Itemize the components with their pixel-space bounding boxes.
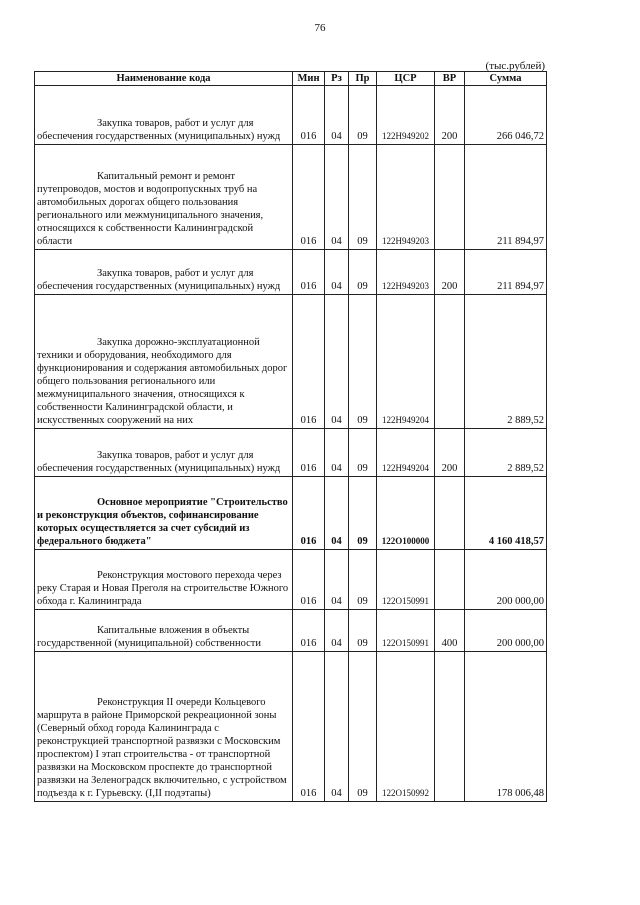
row-pr: 09 (349, 86, 377, 145)
row-pr: 09 (349, 550, 377, 610)
row-sum: 266 046,72 (465, 86, 547, 145)
table-row (35, 295, 547, 429)
row-csr: 122O150992 (377, 652, 435, 802)
row-min: 016 (293, 145, 325, 250)
row-vr (435, 145, 465, 250)
table-row (35, 86, 547, 145)
row-name: Закупка товаров, работ и услуг для обеспечения государственных (муниципальных) нужд (37, 450, 281, 474)
unit-note: (тыс.рублей) (485, 60, 545, 72)
row-sum: 4 160 418,57 (465, 477, 547, 550)
header-csr: ЦСР (377, 72, 435, 86)
row-pr: 09 (349, 429, 377, 477)
row-rz: 04 (325, 145, 349, 250)
page-number: 76 (314, 22, 326, 34)
row-rz: 04 (325, 295, 349, 429)
row-pr: 09 (349, 652, 377, 802)
row-name: Реконструкция II очереди Кольцевого маршрута в районе Приморской рекреационной зоны (Северный обход города Калининграда с реконструкцией транспортной развязки с Московским проспектом) I этап строительства - от транспортной развязки на Московском проспекте до транспортной развязки на Зеленоградск включительно, с устройством подъезда к г. Гурьевску. (I,II подэтапы) (37, 697, 287, 799)
table-row (35, 652, 547, 802)
row-min: 016 (293, 550, 325, 610)
row-min: 016 (293, 477, 325, 550)
row-min: 016 (293, 610, 325, 652)
row-rz: 04 (325, 429, 349, 477)
row-csr: 122H949203 (377, 145, 435, 250)
row-pr: 09 (349, 477, 377, 550)
row-name: Закупка товаров, работ и услуг для обеспечения государственных (муниципальных) нужд (37, 268, 281, 292)
table-row (35, 429, 547, 477)
row-min: 016 (293, 86, 325, 145)
row-vr (435, 652, 465, 802)
header-row (35, 72, 547, 86)
row-vr: 200 (435, 429, 465, 477)
row-csr: 122O150991 (377, 550, 435, 610)
row-pr: 09 (349, 610, 377, 652)
row-pr: 09 (349, 250, 377, 295)
row-csr: 122H949204 (377, 295, 435, 429)
table-row (35, 145, 547, 250)
table-row (35, 550, 547, 610)
row-csr: 122O150991 (377, 610, 435, 652)
row-vr (435, 477, 465, 550)
row-name: Капитальный ремонт и ремонт путепроводов, мостов и водопропускных труб на автомобильных дорогах общего пользования регионального или межмуниципального значения, относящихся к собственности Калининградской области (37, 171, 264, 247)
row-name: Основное мероприятие "Строительство и реконструкция объектов, софинансирование которых осуществляется за счет субсидий из федерального бюджета" (37, 497, 288, 547)
row-name: Капитальные вложения в объекты государственной (муниципальной) собственности (37, 625, 262, 649)
header-rz: Рз (325, 72, 349, 86)
row-min: 016 (293, 250, 325, 295)
row-min: 016 (293, 295, 325, 429)
row-rz: 04 (325, 250, 349, 295)
table-row-main-activity (35, 477, 547, 550)
row-pr: 09 (349, 145, 377, 250)
row-vr: 200 (435, 250, 465, 295)
row-name: Закупка товаров, работ и услуг для обеспечения государственных (муниципальных) нужд (37, 118, 281, 142)
row-sum: 211 894,97 (465, 250, 547, 295)
table-row (35, 250, 547, 295)
header-sum: Сумма (465, 72, 547, 86)
row-sum: 200 000,00 (465, 550, 547, 610)
row-rz: 04 (325, 610, 349, 652)
row-rz: 04 (325, 477, 349, 550)
row-csr: 122H949203 (377, 250, 435, 295)
row-name: Реконструкция мостового перехода через реку Старая и Новая Преголя на строительстве Южного обхода г. Калининграда (37, 570, 289, 607)
row-sum: 211 894,97 (465, 145, 547, 250)
row-vr: 400 (435, 610, 465, 652)
row-min: 016 (293, 652, 325, 802)
table-row (35, 610, 547, 652)
row-sum: 2 889,52 (465, 295, 547, 429)
row-pr: 09 (349, 295, 377, 429)
row-rz: 04 (325, 652, 349, 802)
row-csr: 122O100000 (377, 477, 435, 550)
row-sum: 200 000,00 (465, 610, 547, 652)
row-name: Закупка дорожно-эксплуатационной техники и оборудования, необходимого для функционирования и содержания автомобильных дорог общего пользования регионального или межмуниципального значения, относящихся к собственности Калининградской области, и искусственных сооружений на них (37, 337, 288, 426)
header-vr: ВР (435, 72, 465, 86)
row-sum: 2 889,52 (465, 429, 547, 477)
row-rz: 04 (325, 550, 349, 610)
row-sum: 178 006,48 (465, 652, 547, 802)
row-min: 016 (293, 429, 325, 477)
header-min: Мин (293, 72, 325, 86)
row-csr: 122H949204 (377, 429, 435, 477)
row-vr (435, 295, 465, 429)
row-rz: 04 (325, 86, 349, 145)
row-vr (435, 550, 465, 610)
header-name: Наименование кода (35, 72, 293, 86)
row-vr: 200 (435, 86, 465, 145)
row-csr: 122H949202 (377, 86, 435, 145)
header-pr: Пр (349, 72, 377, 86)
budget-table (34, 71, 547, 802)
